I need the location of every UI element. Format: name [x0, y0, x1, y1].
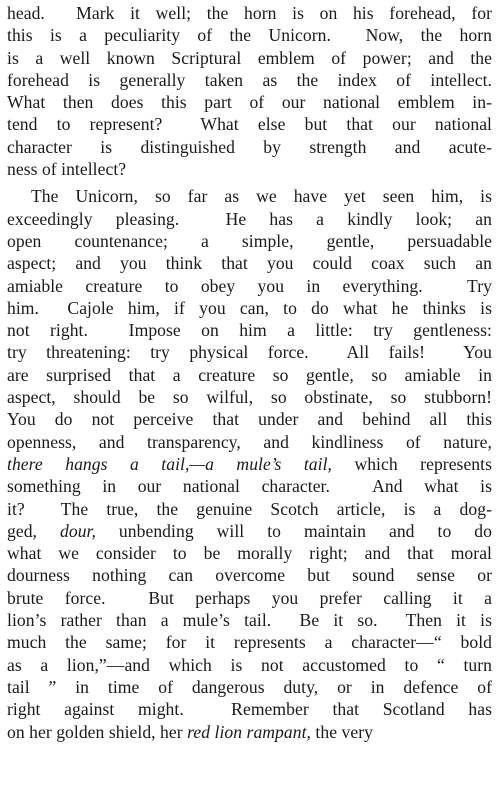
text-line — [7, 498, 492, 520]
text-line — [7, 654, 492, 676]
text-segment: open countenance; a simple, gentle, persuadable — [7, 230, 492, 251]
text-line — [7, 47, 492, 69]
text-segment: try threatening: try physical force. All fails! You — [7, 342, 492, 363]
text-line — [7, 24, 492, 46]
text-segment: right against might. Remember that Scotland has — [7, 699, 492, 720]
text-segment: ged, — [7, 520, 60, 541]
text-segment: the very — [310, 721, 373, 742]
text-segment: aspect, should be so wilful, so obstinate, so stubborn! — [7, 387, 492, 408]
text-line — [7, 252, 492, 274]
text-line — [7, 676, 492, 698]
italic-text: dour, — [60, 520, 96, 541]
text-line — [7, 609, 492, 631]
text-segment: unbending will to maintain and to do — [95, 520, 492, 541]
text-line — [7, 631, 492, 653]
text-segment: what we consider to be morally right; and that moral — [7, 543, 492, 564]
text-segment: on her golden shield, her — [7, 721, 188, 742]
text-line — [7, 520, 492, 542]
text-line — [7, 564, 492, 586]
text-line — [7, 341, 492, 363]
text-segment: it? The true, the genuine Scotch article, is a dog- — [7, 498, 492, 519]
text-line — [7, 297, 492, 319]
text-line — [7, 319, 492, 341]
text-segment: is a well known Scriptural emblem of power; and the — [7, 47, 492, 68]
text-body — [7, 2, 492, 743]
text-line — [7, 475, 492, 497]
text-line — [7, 453, 492, 475]
text-segment: forehead is generally taken as the index of intellect. — [7, 69, 492, 90]
book-page — [7, 2, 492, 743]
text-line — [7, 408, 492, 430]
text-segment: aspect; and you think that you could coax such an — [7, 253, 492, 274]
text-line — [7, 386, 492, 408]
text-line — [7, 587, 492, 609]
text-line — [7, 2, 492, 24]
text-line — [7, 69, 492, 91]
text-line — [7, 364, 492, 386]
text-segment: tend to represent? What else but that our national — [7, 114, 492, 135]
text-segment: ness of intellect? — [7, 159, 127, 180]
paragraph — [7, 185, 492, 742]
text-segment: openness, and transparency, and kindliness of nature, — [7, 431, 492, 452]
text-line — [7, 275, 492, 297]
text-segment: The Unicorn, so far as we have yet seen him, is — [31, 186, 492, 207]
text-segment: as a lion,”—and which is not accustomed to “ turn — [7, 654, 492, 675]
text-segment: brute force. But perhaps you prefer calling it a — [7, 587, 492, 608]
text-line — [7, 113, 492, 135]
text-segment: much the same; for it represents a character—“ bold — [7, 632, 492, 653]
text-line — [7, 136, 492, 158]
text-segment: him. Cajole him, if you can, to do what he thinks is — [7, 297, 492, 318]
text-line — [7, 230, 492, 252]
text-segment: something in our national character. And what is — [7, 476, 492, 497]
text-segment: You do not perceive that under and behind all this — [7, 409, 492, 430]
text-segment: are surprised that a creature so gentle, so amiable in — [7, 364, 492, 385]
text-segment: not right. Impose on him a little: try gentleness: — [7, 320, 492, 341]
italic-text: red lion rampant, — [187, 721, 311, 742]
text-segment: lion’s rather than a mule’s tail. Be it so. Then it is — [7, 610, 492, 631]
text-line — [7, 208, 492, 230]
paragraph — [7, 2, 492, 180]
text-segment: exceedingly pleasing. He has a kindly look; an — [7, 208, 492, 229]
text-line — [7, 431, 492, 453]
text-segment: this is a peculiarity of the Unicorn. Now, the horn — [7, 25, 492, 46]
text-line — [7, 698, 492, 720]
text-segment: head. Mark it well; the horn is on his forehead, for — [7, 3, 492, 23]
text-line — [7, 721, 492, 743]
text-segment: dourness nothing can overcome but sound sense or — [7, 565, 492, 586]
text-segment: tail ” in time of dangerous duty, or in defence of — [7, 676, 492, 697]
text-segment: What then does this part of our national emblem in- — [7, 92, 492, 113]
text-line — [7, 542, 492, 564]
text-segment: amiable creature to obey you in everything. Try — [7, 275, 492, 296]
italic-text: there hangs a tail,—a mule’s tail, — [7, 453, 332, 474]
text-line — [7, 158, 492, 180]
text-segment: character is distinguished by strength and acute- — [7, 136, 492, 157]
text-segment: which represents — [331, 453, 492, 474]
text-line — [7, 91, 492, 113]
text-line — [7, 185, 492, 207]
